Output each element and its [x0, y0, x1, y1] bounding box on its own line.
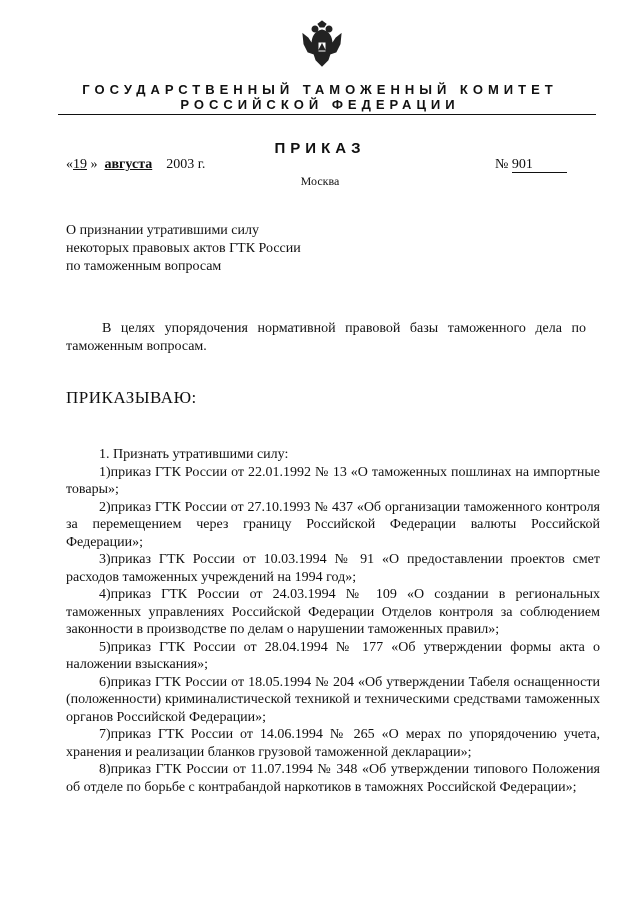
order-item: 3)приказ ГТК России от 10.03.1994 № 91 «О предоставлении проектов смет расходов таможенных учреждений на 1994 год»; [66, 552, 600, 585]
subject-line: некоторых правовых актов ГТК России [66, 241, 301, 256]
document-type: ПРИКАЗ [274, 140, 366, 157]
committee-name: ГОСУДАРСТВЕННЫЙ ТАМОЖЕННЫЙ КОМИТЕТ [82, 82, 558, 97]
date-day: 19 [73, 157, 87, 172]
order-item: 7)приказ ГТК России от 14.06.1994 № 265 «О мерах по упорядочению учета, хранения и реализации бланков грузовой таможенной декларации»; [66, 727, 600, 760]
decree-word: ПРИКАЗЫВАЮ: [66, 388, 197, 407]
subject-line: по таможенным вопросам [66, 259, 222, 274]
document-subject [66, 222, 301, 276]
order-item: 2)приказ ГТК России от 27.10.1993 № 437 «Об организации таможенного контроля за перемещением через границу Российской Федерации валюты Российской Федерации»; [66, 499, 600, 550]
order-item: 8)приказ ГТК России от 11.07.1994 № 348 «Об утверждении типового Положения об отделе по борьбе с контрабандой наркотиков в таможнях Российской Федерации»; [66, 762, 600, 795]
subject-line: О признании утратившими силу [66, 223, 259, 238]
order-item: 1. Признать утратившими силу: [99, 447, 289, 462]
order-item: 4)приказ ГТК России от 24.03.1994 № 109 «О создании в региональных таможенных управлениях Российской Федерации Отделов контроля за соблюдением законности в производстве по делам о нарушении таможенных правил»; [66, 587, 600, 637]
document-number: № 901 [495, 157, 567, 173]
order-items [66, 446, 600, 796]
country-name: РОССИЙСКОЙ ФЕДЕРАЦИИ [180, 97, 460, 112]
order-item: 1)приказ ГТК России от 22.01.1992 № 13 «О таможенных пошлинах на импортные товары»; [66, 464, 600, 497]
document-number-value: 901 [512, 158, 567, 173]
date-month: августа [104, 157, 153, 172]
date-year: 2003 г. [166, 157, 206, 172]
header-divider [58, 114, 596, 115]
document-city: Москва [300, 174, 340, 188]
order-item: 5)приказ ГТК России от 28.04.1994 № 177 «Об утверждении формы акта о наложении взыскания»; [66, 639, 600, 672]
order-item: 6)приказ ГТК России от 18.05.1994 № 204 «Об утверждении Табеля оснащенности (положенности) криминалистической техникой и техническими средствами таможенных органов Российской Федерации»; [66, 674, 600, 725]
document-date: «19 » августа 2003 г. [66, 157, 206, 172]
coat-of-arms-icon [300, 20, 344, 70]
purpose-paragraph: В целях упорядочения нормативной правовой базы таможенного дела по таможенным вопросам. [66, 321, 586, 354]
